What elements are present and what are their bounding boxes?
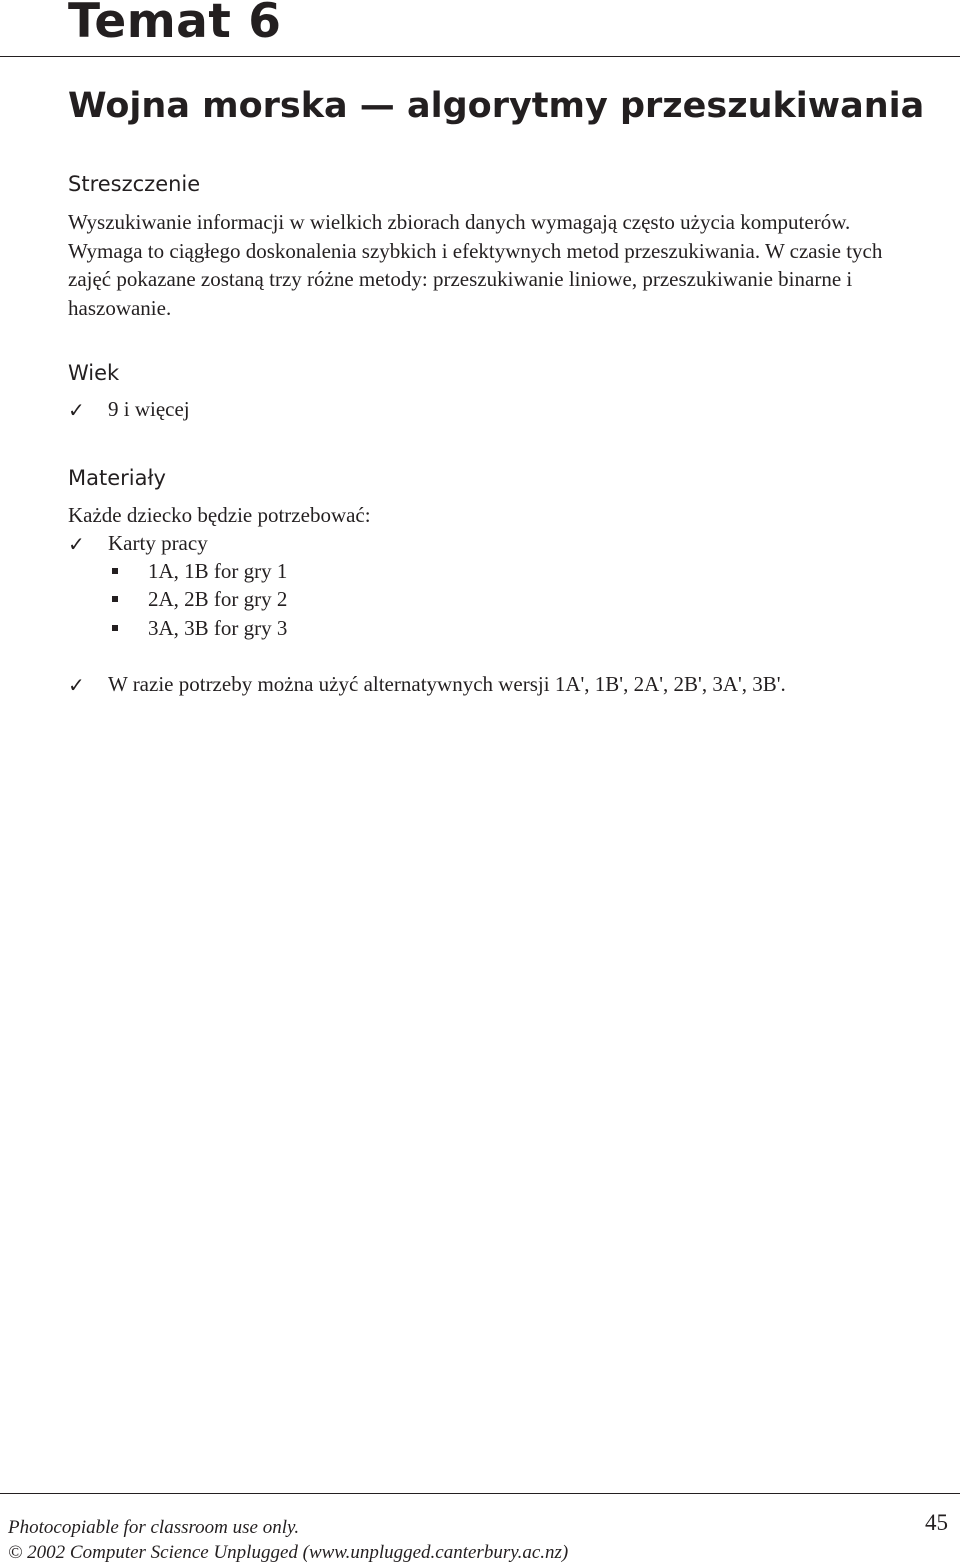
materials-item-worksheets: Karty pracy: [108, 531, 208, 555]
materials-item-alternatives: W razie potrzeby można użyć alternatywnych wersji 1A', 1B', 2A', 2B', 3A', 3B'.: [108, 672, 786, 696]
materials-subitem: 3A, 3B for gry 3: [148, 616, 288, 640]
materials-subitem: 1A, 1B for gry 1: [148, 559, 288, 583]
square-bullet-icon: [112, 625, 118, 631]
square-bullet-icon: [112, 596, 118, 602]
materials-intro: Każde dziecko będzie potrzebować:: [68, 503, 371, 527]
page-number: 45: [925, 1510, 948, 1535]
summary-text: Wyszukiwanie informacji w wielkich zbiorach danych wymagają często użycia komputerów. Wymaga to ciągłego doskonalenia szybkich i efektywnych metod przeszukiwania. W czasie tych zajęć pokazane zostaną trzy różne metody: przeszukiwanie liniowe, przeszukiwanie binarne i haszowanie.: [68, 210, 883, 320]
lesson-title: Wojna morska — algorytmy przeszukiwania: [68, 86, 925, 126]
checkmark-icon: ✓: [68, 675, 85, 697]
checkmark-icon: ✓: [68, 400, 85, 422]
top-divider: [0, 56, 960, 57]
age-item: 9 i więcej: [108, 397, 190, 421]
materials-subitem: 2A, 2B for gry 2: [148, 587, 288, 611]
footer-copyright: © 2002 Computer Science Unplugged (www.unplugged.canterbury.ac.nz): [8, 1542, 569, 1563]
checkmark-icon: ✓: [68, 534, 85, 556]
materials-heading: Materiały: [68, 466, 166, 490]
footer-notice: [8, 1515, 568, 1565]
chapter-title: Temat 6: [68, 0, 282, 49]
footer-divider: [0, 1493, 960, 1494]
age-heading: Wiek: [68, 361, 120, 385]
footer-copy-notice: Photocopiable for classroom use only.: [8, 1517, 300, 1538]
square-bullet-icon: [112, 568, 118, 574]
summary-heading: Streszczenie: [68, 172, 201, 196]
